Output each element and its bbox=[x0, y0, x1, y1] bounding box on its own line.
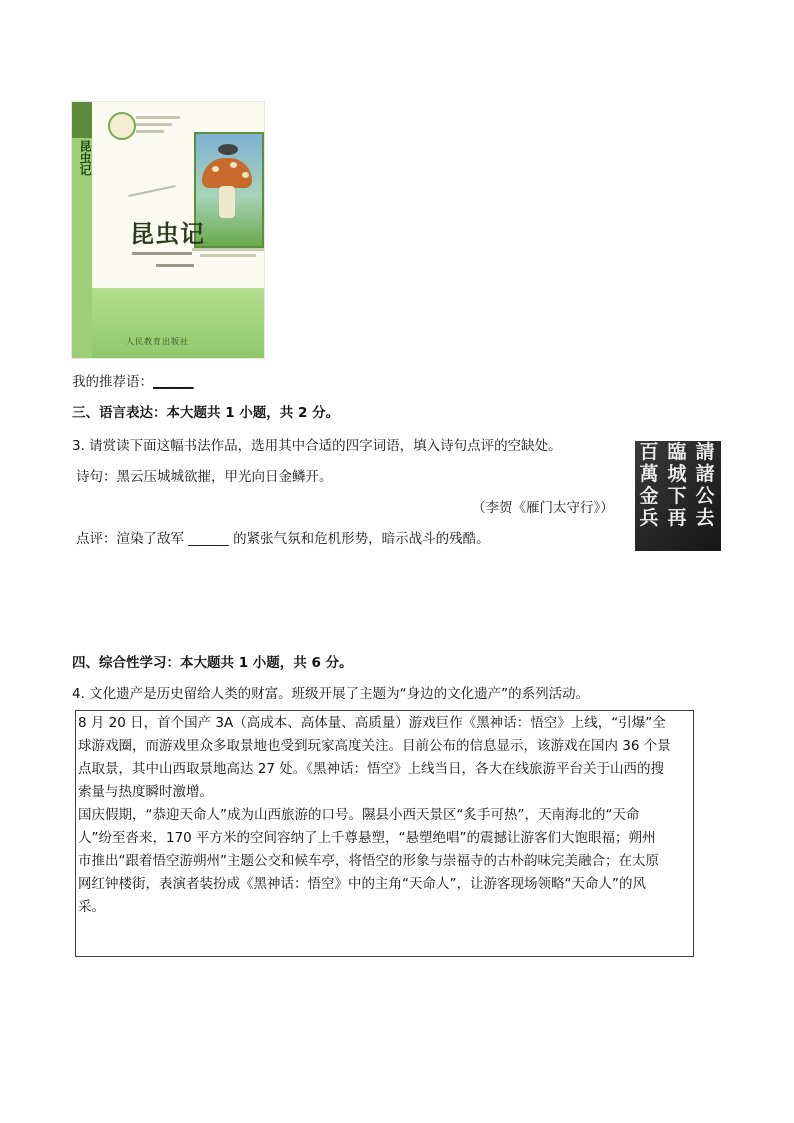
passage-line: 球游戏圈，而游戏里众多取景地也受到玩家高度关注。目前公布的信息显示，该游戏在国内 36 个景 bbox=[78, 738, 671, 754]
recommendation-label: 我的推荐语： bbox=[72, 374, 153, 390]
recommendation-blank: ______ bbox=[153, 374, 194, 390]
series-badge bbox=[108, 112, 136, 140]
poem-line: 诗句：黑云压城城欲摧，甲光向日金鳞开。 bbox=[76, 469, 333, 485]
book-title: 昆虫记 bbox=[130, 219, 205, 248]
feather-icon bbox=[128, 185, 175, 197]
section-4-heading: 四、综合性学习：本大题共 1 小题，共 6 分。 bbox=[72, 655, 353, 671]
series-caption-line bbox=[200, 254, 256, 257]
series-text-line bbox=[136, 130, 164, 133]
mushroom-stem bbox=[219, 186, 235, 218]
calligraphy-column: 請諸公去 bbox=[695, 441, 715, 529]
book-cover-image bbox=[72, 102, 264, 358]
passage-line: 索量与热度瞬时激增。 bbox=[78, 784, 213, 800]
passage-line: 市推出“跟着悟空游朔州”主题公交和候车亭，将悟空的形象与崇福寺的古朴韵味完美融合；在太原 bbox=[78, 853, 659, 869]
mushroom-spot bbox=[242, 172, 249, 178]
poem-source: （李贺《雁门太守行》） bbox=[472, 500, 614, 516]
passage-line: 人”纷至沓来，170 平方米的空间容纳了上千尊悬塑，“悬塑绝唱”的震撼让游客们大饱眼福；朔州 bbox=[78, 830, 656, 846]
calligraphy-column: 臨城下再 bbox=[667, 441, 687, 529]
comment-line: 点评：渲染了敌军 ______ 的紧张气氛和危机形势，暗示战斗的残酷。 bbox=[76, 531, 490, 547]
passage-line: 国庆假期，“恭迎天命人”成为山西旅游的口号。隰县小西天景区“炙手可热”，天南海北的“天命 bbox=[78, 807, 640, 823]
cover-bottom-band bbox=[92, 288, 264, 358]
beetle-icon bbox=[218, 144, 238, 155]
spine-header bbox=[72, 102, 92, 138]
recommendation-line bbox=[72, 372, 194, 392]
question-3-prompt: 3. 请赏读下面这幅书法作品，选用其中合适的四字词语，填入诗句点评的空缺处。 bbox=[72, 438, 562, 454]
passage-line: 点取景，其中山西取景地高达 27 处。《黑神话：悟空》上线当日，各大在线旅游平台关于山西的搜 bbox=[78, 761, 665, 777]
author-line bbox=[132, 252, 192, 255]
mushroom-spot bbox=[230, 162, 237, 168]
section-3-heading: 三、语言表达：本大题共 1 小题，共 2 分。 bbox=[72, 405, 340, 421]
publisher-logo bbox=[126, 336, 189, 347]
question-4-prompt: 4. 文化遗产是历史留给人类的财富。班级开展了主题为“身边的文化遗产”的系列活动。 bbox=[72, 686, 590, 702]
calligraphy-image bbox=[635, 441, 721, 551]
passage-line: 网红钟楼街，表演者装扮成《黑神话：悟空》中的主角“天命人”，让游客现场领略“天命人”的风 bbox=[78, 876, 646, 892]
mushroom-spot bbox=[212, 166, 219, 172]
book-front bbox=[92, 102, 264, 358]
reading-passage-box bbox=[75, 710, 694, 957]
series-text-line bbox=[136, 116, 180, 119]
passage-line: 采。 bbox=[78, 899, 105, 915]
publisher-name: 人民教育出版社 bbox=[126, 337, 189, 346]
calligraphy-column: 百萬金兵 bbox=[639, 441, 659, 529]
passage-line: 8 月 20 日，首个国产 3A（高成本、高体量、高质量）游戏巨作《黑神话：悟空》上线，“引爆”全 bbox=[78, 715, 666, 731]
series-text-line bbox=[136, 123, 172, 126]
spine-title: 昆虫记 bbox=[78, 140, 92, 176]
translator-line bbox=[156, 264, 194, 267]
